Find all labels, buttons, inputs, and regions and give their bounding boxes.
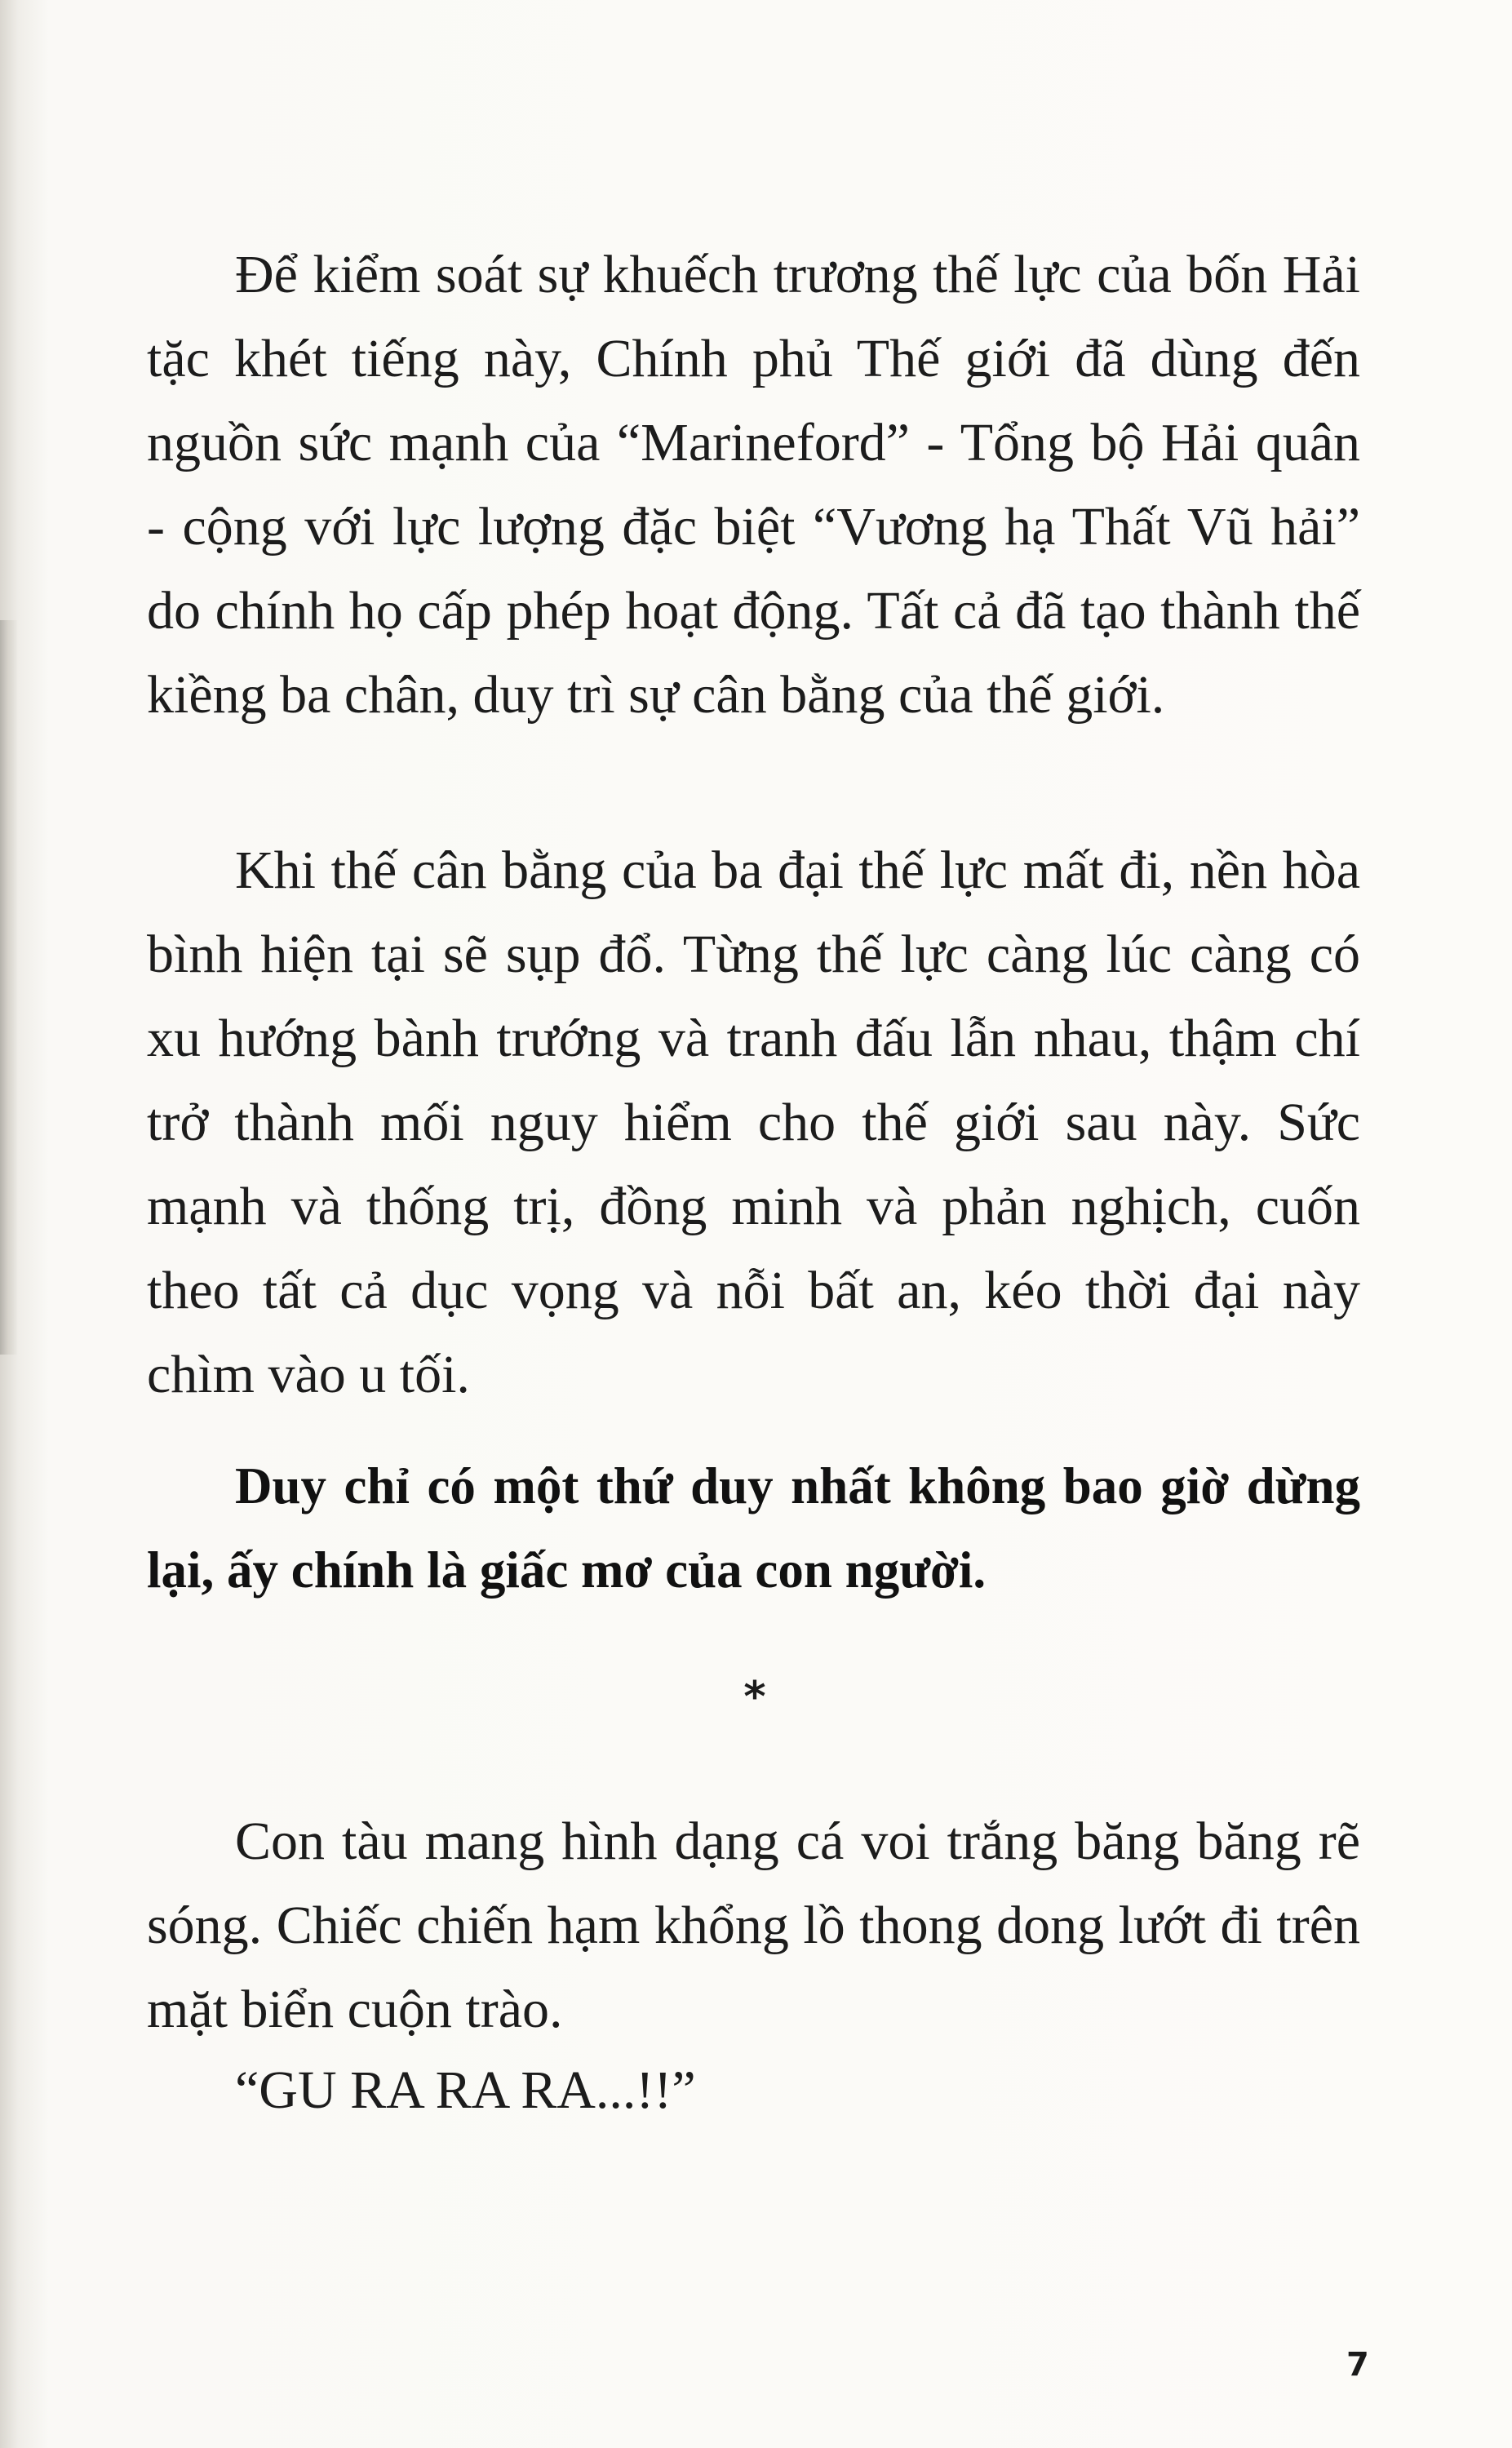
page-number: 7 (1346, 2346, 1369, 2384)
section-divider: * (743, 1673, 766, 1722)
paragraph-1: Để kiểm soát sự khuếch trương thế lực của bốn Hải tặc khét tiếng này, Chính phủ Thế giới đã dùng đến nguồn sức mạnh của “Marineford” - Tổng bộ Hải quân - cộng với lực lượng đặc biệt “Vương hạ Thất Vũ hải” do chính họ cấp phép hoạt động. Tất cả đã tạo thành thế kiềng ba chân, duy trì sự cân bằng của thế giới. (147, 245, 1360, 725)
page-gutter-shadow (0, 620, 18, 1355)
paragraph-4: Con tàu mang hình dạng cá voi trắng băng băng rẽ sóng. Chiếc chiến hạm khổng lồ thong dong lướt đi trên mặt biển cuộn trào. (147, 1812, 1360, 2039)
paragraph-5: “GU RA RA RA...!!” (235, 2060, 696, 2120)
paragraph-2: Khi thế cân bằng của ba đại thế lực mất đi, nền hòa bình hiện tại sẽ sụp đổ. Từng thế lực càng lúc càng có xu hướng bành trướng và tranh đấu lẫn nhau, thậm chí trở thành mối nguy hiểm cho thế giới sau này. Sức mạnh và thống trị, đồng minh và phản nghịch, cuốn theo tất cả dục vọng và nỗi bất an, kéo thời đại này chìm vào u tối. (147, 840, 1360, 1404)
paragraph-3-bold: Duy chỉ có một thứ duy nhất không bao giờ dừng lại, ấy chính là giấc mơ của con người. (147, 1457, 1360, 1599)
